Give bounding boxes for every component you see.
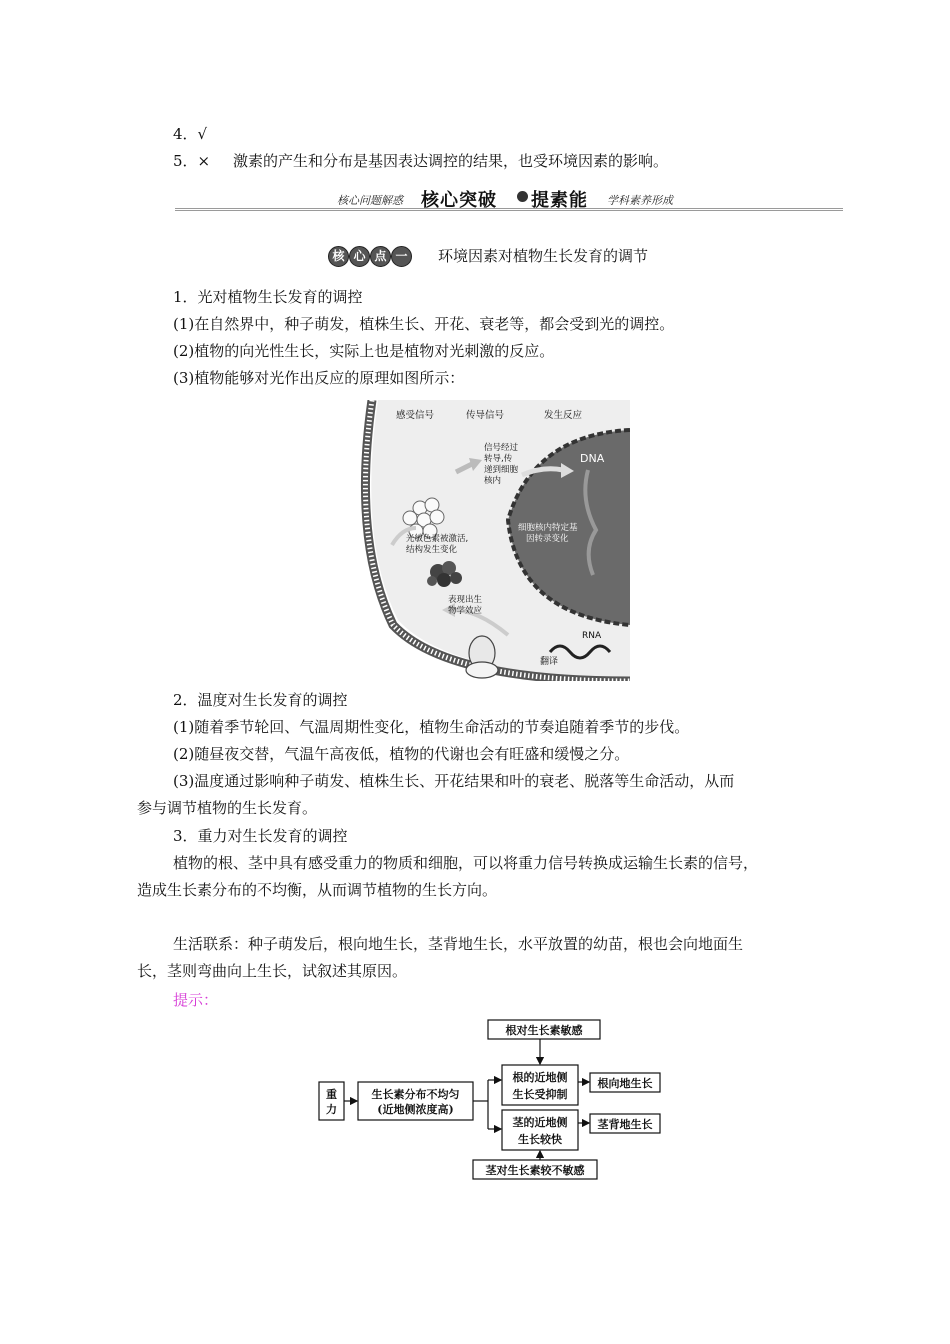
nucleus-line-2: 因转录变化 [526,534,569,544]
temperature-heading: 2．温度对生长发育的调控 [173,691,348,709]
label-rna: RNA [582,631,602,641]
badge-char-3: 点 [370,246,391,267]
life-question-line-1: 生活联系：种子萌发后，根向地生长，茎背地生长，水平放置的幼苗，根也会向地面生 [173,935,744,953]
phytochrome-particle [430,510,444,524]
pigment-line-2: 结构发生变化 [406,545,458,555]
stem-result-label: 茎背地生长 [597,1118,653,1131]
light-paragraph-2: (2)植物的向光性生长，实际上也是植物对光刺激的反应。 [173,342,555,360]
hint-label: 提示： [173,991,219,1009]
signal-line-3: 递到细胞 [484,465,519,475]
signal-line-1: 信号经过 [484,443,519,453]
distribution-line-1: 生长素分布不均匀 [371,1088,460,1101]
banner-dot-icon [517,191,528,202]
gravity-heading: 3．重力对生长发育的调控 [173,827,348,845]
label-translation: 翻译 [540,657,559,667]
life-question-line-2: 长，茎则弯曲向上生长，试叙述其原因。 [137,962,408,980]
light-heading: 1．光对植物生长发育的调控 [173,288,363,306]
gravity-char-1: 重 [326,1088,337,1101]
badge-char-2: 心 [349,246,370,267]
banner-title-core: 核心突破 [421,190,497,211]
light-paragraph-1: (1)在自然界中，种子萌发，植株生长、开花、衰老等，都会受到光的调控。 [173,315,675,333]
light-response-figure [358,400,630,681]
answer-item-4: 4．√ [173,125,208,143]
label-transmit-signal: 传导信号 [466,410,505,421]
section-banner [175,186,843,214]
label-response: 发生反应 [544,410,583,421]
gravity-paragraph-line-2: 造成生长素分布的不均衡，从而调节植物的生长方向。 [137,881,498,899]
signal-line-2: 转导,传 [484,454,513,464]
banner-left-caption: 核心问题解惑 [337,194,403,207]
root-near-line-1: 根的近地侧 [512,1071,568,1084]
temperature-paragraph-2: (2)随昼夜交替，气温午高夜低，植物的代谢也会有旺盛和缓慢之分。 [173,745,630,763]
gravity-char-2: 力 [326,1103,337,1116]
root-near-line-2: 生长受抑制 [512,1088,568,1101]
badge-char-1: 核 [328,246,349,267]
banner-divider [175,208,843,211]
gravity-paragraph-line-1: 植物的根、茎中具有感受重力的物质和细胞，可以将重力信号转换成运输生长素的信号， [173,854,759,872]
stem-sensitivity-label: 茎对生长素较不敏感 [485,1164,585,1177]
banner-right-caption: 学科素养形成 [607,194,673,207]
gravity-flowchart [316,1018,668,1183]
phytochrome-particle [403,511,417,525]
answer-item-5-number: 5．× [173,152,211,170]
temperature-paragraph-3-line-1: (3)温度通过影响种子萌发、植株生长、开花结果和叶的衰老、脱落等生命活动，从而 [173,772,735,790]
signal-line-4: 核内 [484,476,502,486]
temperature-paragraph-3-line-2: 参与调节植物的生长发育。 [137,799,318,817]
distribution-line-2: (近地侧浓度高) [377,1103,454,1116]
badge-char-4: 一 [391,246,412,267]
root-result-label: 根向地生长 [597,1077,653,1090]
root-sensitivity-label: 根对生长素敏感 [505,1024,583,1037]
banner-title-improve: 提素能 [531,190,588,211]
effect-line-1: 表现出生 [448,595,483,605]
temperature-paragraph-1: (1)随着季节轮回、气温周期性变化，植物生命活动的节奏追随着季节的步伐。 [173,718,690,736]
label-dna: DNA [580,452,605,465]
stem-near-line-1: 茎的近地侧 [512,1116,568,1129]
answer-item-5-text: 激素的产生和分布是基因表达调控的结果，也受环境因素的影响。 [233,152,669,170]
effect-line-2: 物学效应 [448,606,483,616]
receptor-base [466,662,498,678]
section-title: 环境因素对植物生长发育的调节 [438,247,649,265]
label-receive-signal: 感受信号 [396,410,435,421]
stem-near-line-2: 生长较快 [518,1133,562,1146]
nucleus-line-1: 细胞核内特定基 [518,523,578,533]
light-paragraph-3: (3)植物能够对光作出反应的原理如图所示： [173,369,465,387]
pigment-line-1: 光敏色素被激活, [406,534,469,544]
